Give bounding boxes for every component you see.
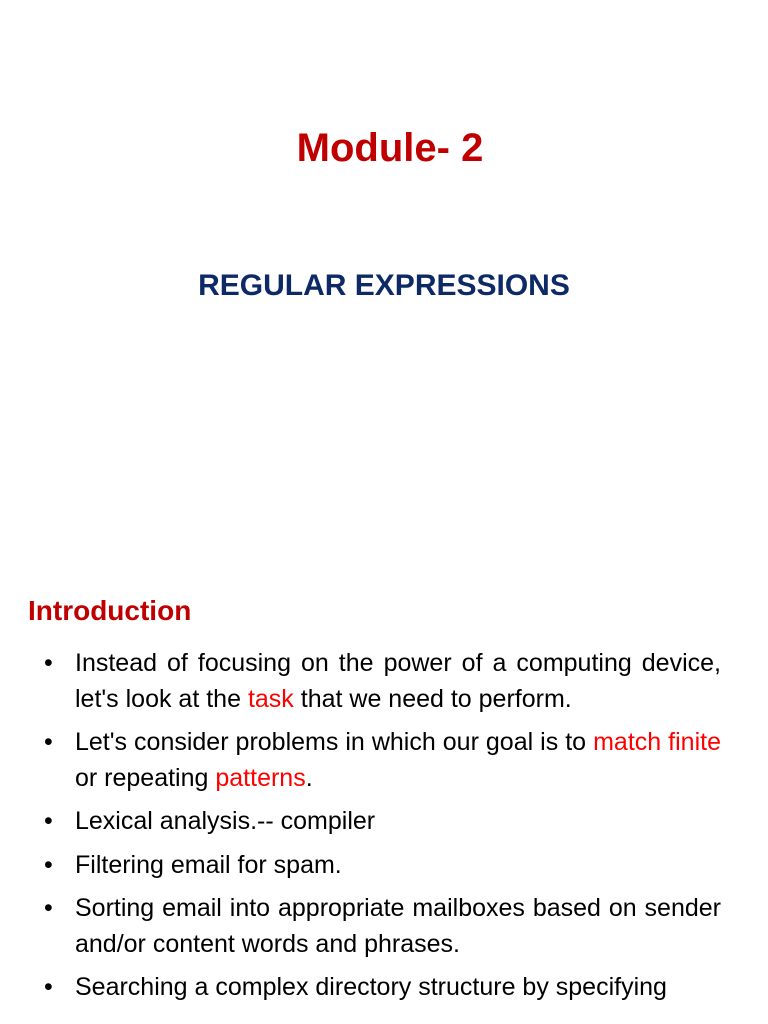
bullet-text: Sorting email into appropriate mailboxes based on sender and/or content words and phrases. [75,894,721,958]
introduction-bullet-list [0,646,768,1014]
bullet-text: . [305,763,313,792]
bullet-text: Filtering email for spam. [75,850,342,879]
highlight-match-finite: match finite [593,728,721,756]
slide-title: Module- 2 [296,126,484,170]
bullet-item-searching [0,970,721,1006]
bullet-icon: • [44,850,53,879]
slide-subtitle: REGULAR EXPRESSIONS [198,269,570,302]
bullet-item-task [0,646,721,717]
bullet-text: Lexical analysis.-- compiler [75,807,376,835]
bullet-text: Instead of focusing on the power of a computing device, let's look at the [75,649,721,713]
bullet-item-spam [0,848,721,884]
bullet-icon: • [44,728,53,756]
bullet-item-patterns [0,725,721,796]
highlight-task: task [247,684,294,713]
introduction-heading: Introduction [28,595,192,626]
bullet-text: or repeating [75,763,216,792]
bullet-icon: • [44,807,53,835]
bullet-text: Searching a complex directory structure by specifying [75,973,667,1001]
bullet-item-lexical [0,804,721,840]
bullet-icon: • [44,973,53,1001]
highlight-patterns: patterns [215,763,306,792]
bullet-text: that we need to perform. [293,684,572,713]
bullet-text: Let's consider problems in which our goal is to [75,728,594,756]
bullet-item-sorting [0,891,721,962]
bullet-icon: • [44,894,53,922]
bullet-icon: • [44,649,53,677]
